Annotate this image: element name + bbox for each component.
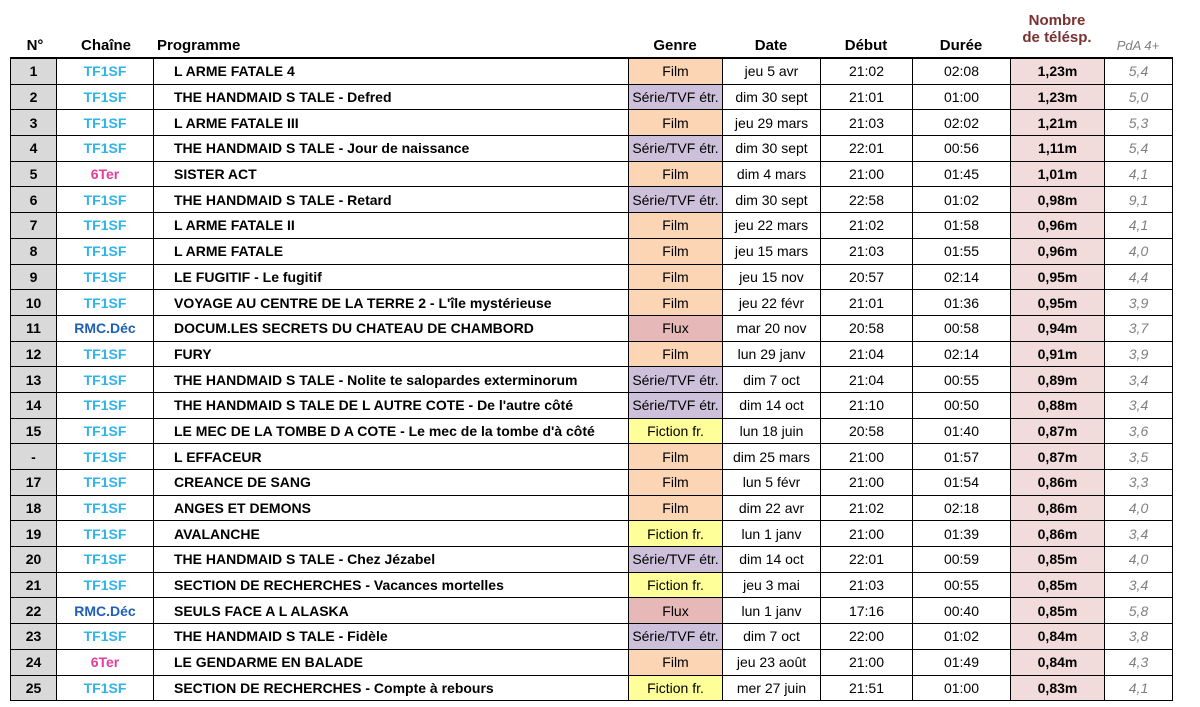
table-row	[11, 290, 1173, 316]
genre-cell: Série/TVF étr.	[629, 84, 723, 110]
header-date: Date	[754, 37, 788, 54]
viewers-cell: 0,86m	[1011, 495, 1105, 521]
share-cell: 3,8	[1105, 624, 1173, 650]
date-cell: lun 18 juin	[723, 418, 821, 444]
rank-cell: 7	[11, 213, 57, 239]
start-time-cell: 20:57	[821, 264, 913, 290]
duration-cell: 01:36	[913, 290, 1011, 316]
date-cell: jeu 22 mars	[723, 213, 821, 239]
viewers-cell: 0,89m	[1011, 367, 1105, 393]
spacer-cell	[616, 84, 629, 110]
viewers-cell: 0,94m	[1011, 315, 1105, 341]
start-time-cell: 21:01	[821, 290, 913, 316]
date-cell: jeu 15 mars	[723, 238, 821, 264]
genre-cell: Série/TVF étr.	[629, 392, 723, 418]
programme-cell: FURY	[154, 341, 616, 367]
programme-cell: LE FUGITIF - Le fugitif	[154, 264, 616, 290]
rank-cell: 10	[11, 290, 57, 316]
viewers-cell: 0,91m	[1011, 341, 1105, 367]
header-programme: Programme	[157, 37, 241, 54]
genre-cell: Film	[629, 264, 723, 290]
spacer-cell	[616, 315, 629, 341]
genre-cell: Flux	[629, 315, 723, 341]
programme-cell: LE MEC DE LA TOMBE D A COTE - Le mec de la tombe d'à côté	[154, 418, 616, 444]
rank-cell: 20	[11, 547, 57, 573]
viewers-cell: 1,23m	[1011, 84, 1105, 110]
header-genre: Genre	[653, 37, 697, 54]
programme-cell: L ARME FATALE III	[154, 110, 616, 136]
channel-cell: TF1SF	[57, 495, 154, 521]
viewers-cell: 0,83m	[1011, 675, 1105, 701]
spacer-cell	[616, 161, 629, 187]
spacer-cell	[616, 675, 629, 701]
duration-cell: 01:49	[913, 649, 1011, 675]
spacer-cell	[616, 418, 629, 444]
start-time-cell: 21:02	[821, 495, 913, 521]
genre-cell: Série/TVF étr.	[629, 136, 723, 162]
spacer-cell	[616, 444, 629, 470]
date-cell: jeu 22 févr	[723, 290, 821, 316]
viewers-cell: 1,11m	[1011, 136, 1105, 162]
genre-cell: Film	[629, 110, 723, 136]
viewers-cell: 0,85m	[1011, 547, 1105, 573]
table-row	[11, 649, 1173, 675]
share-cell: 3,4	[1105, 572, 1173, 598]
share-cell: 3,9	[1105, 290, 1173, 316]
table-row	[11, 341, 1173, 367]
viewers-cell: 0,85m	[1011, 572, 1105, 598]
header-num: N°	[26, 37, 44, 54]
share-cell: 4,1	[1105, 213, 1173, 239]
channel-cell: 6Ter	[57, 649, 154, 675]
programme-cell: L ARME FATALE II	[154, 213, 616, 239]
date-cell: jeu 23 août	[723, 649, 821, 675]
duration-cell: 00:55	[913, 572, 1011, 598]
channel-cell: TF1SF	[57, 110, 154, 136]
genre-cell: Film	[629, 161, 723, 187]
share-cell: 5,0	[1105, 84, 1173, 110]
share-cell: 4,3	[1105, 649, 1173, 675]
duration-cell: 02:14	[913, 264, 1011, 290]
table-row	[11, 84, 1173, 110]
start-time-cell: 21:00	[821, 444, 913, 470]
date-cell: dim 4 mars	[723, 161, 821, 187]
channel-cell: TF1SF	[57, 521, 154, 547]
share-cell: 4,1	[1105, 161, 1173, 187]
genre-cell: Série/TVF étr.	[629, 624, 723, 650]
table-row	[11, 675, 1173, 701]
programme-cell: L EFFACEUR	[154, 444, 616, 470]
header-nombre-line1: Nombre	[1028, 12, 1086, 29]
channel-cell: TF1SF	[57, 392, 154, 418]
channel-cell: TF1SF	[57, 187, 154, 213]
programme-cell: L ARME FATALE	[154, 238, 616, 264]
start-time-cell: 21:04	[821, 367, 913, 393]
duration-cell: 00:59	[913, 547, 1011, 573]
rank-cell: 23	[11, 624, 57, 650]
viewers-cell: 0,88m	[1011, 392, 1105, 418]
header-duree: Durée	[939, 37, 983, 54]
rank-cell: 18	[11, 495, 57, 521]
genre-cell: Film	[629, 495, 723, 521]
genre-cell: Film	[629, 213, 723, 239]
rank-cell: 6	[11, 187, 57, 213]
header-nombre	[1010, 12, 1104, 46]
table-row	[11, 624, 1173, 650]
programme-cell: SECTION DE RECHERCHES - Compte à rebours	[154, 675, 616, 701]
date-cell: lun 5 févr	[723, 470, 821, 496]
table-row	[11, 547, 1173, 573]
table-row	[11, 598, 1173, 624]
spacer-cell	[616, 495, 629, 521]
rank-cell: 11	[11, 315, 57, 341]
date-cell: dim 14 oct	[723, 547, 821, 573]
start-time-cell: 21:00	[821, 161, 913, 187]
table-row	[11, 136, 1173, 162]
spacer-cell	[616, 187, 629, 213]
share-cell: 5,4	[1105, 136, 1173, 162]
duration-cell: 01:02	[913, 187, 1011, 213]
share-cell: 3,3	[1105, 470, 1173, 496]
share-cell: 3,9	[1105, 341, 1173, 367]
programme-cell: L ARME FATALE 4	[154, 58, 616, 84]
spacer-cell	[616, 598, 629, 624]
channel-cell: TF1SF	[57, 444, 154, 470]
channel-cell: TF1SF	[57, 367, 154, 393]
table-row	[11, 572, 1173, 598]
duration-cell: 02:02	[913, 110, 1011, 136]
date-cell: mar 20 nov	[723, 315, 821, 341]
date-cell: jeu 15 nov	[723, 264, 821, 290]
programme-cell: VOYAGE AU CENTRE DE LA TERRE 2 - L'île mystérieuse	[154, 290, 616, 316]
date-cell: jeu 29 mars	[723, 110, 821, 136]
genre-cell: Flux	[629, 598, 723, 624]
channel-cell: 6Ter	[57, 161, 154, 187]
viewers-cell: 0,96m	[1011, 238, 1105, 264]
programme-cell: THE HANDMAID S TALE - Chez Jézabel	[154, 547, 616, 573]
channel-cell: TF1SF	[57, 547, 154, 573]
rank-cell: 25	[11, 675, 57, 701]
start-time-cell: 21:02	[821, 58, 913, 84]
viewers-cell: 1,21m	[1011, 110, 1105, 136]
audience-table	[10, 57, 1173, 701]
genre-cell: Film	[629, 238, 723, 264]
rank-cell: 21	[11, 572, 57, 598]
spacer-cell	[616, 58, 629, 84]
genre-cell: Fiction fr.	[629, 572, 723, 598]
viewers-cell: 0,98m	[1011, 187, 1105, 213]
share-cell: 4,4	[1105, 264, 1173, 290]
table-row	[11, 213, 1173, 239]
viewers-cell: 0,87m	[1011, 418, 1105, 444]
date-cell: lun 29 janv	[723, 341, 821, 367]
spacer-cell	[616, 136, 629, 162]
genre-cell: Film	[629, 290, 723, 316]
table-row	[11, 367, 1173, 393]
rank-cell: 17	[11, 470, 57, 496]
share-cell: 4,0	[1105, 495, 1173, 521]
header-pda: PdA 4+	[1116, 38, 1160, 53]
duration-cell: 02:18	[913, 495, 1011, 521]
genre-cell: Film	[629, 58, 723, 84]
header-debut: Début	[844, 37, 888, 54]
share-cell: 3,5	[1105, 444, 1173, 470]
start-time-cell: 21:03	[821, 238, 913, 264]
date-cell: mer 27 juin	[723, 675, 821, 701]
start-time-cell: 22:01	[821, 547, 913, 573]
spacer-cell	[616, 649, 629, 675]
viewers-cell: 1,01m	[1011, 161, 1105, 187]
share-cell: 4,1	[1105, 675, 1173, 701]
spacer-cell	[616, 341, 629, 367]
rank-cell: -	[11, 444, 57, 470]
duration-cell: 01:58	[913, 213, 1011, 239]
rank-cell: 5	[11, 161, 57, 187]
spacer-cell	[616, 290, 629, 316]
viewers-cell: 0,84m	[1011, 649, 1105, 675]
duration-cell: 01:00	[913, 675, 1011, 701]
channel-cell: TF1SF	[57, 58, 154, 84]
programme-cell: SISTER ACT	[154, 161, 616, 187]
duration-cell: 02:14	[913, 341, 1011, 367]
channel-cell: TF1SF	[57, 470, 154, 496]
spacer-cell	[616, 547, 629, 573]
share-cell: 4,0	[1105, 547, 1173, 573]
genre-cell: Film	[629, 341, 723, 367]
programme-cell: AVALANCHE	[154, 521, 616, 547]
channel-cell: TF1SF	[57, 341, 154, 367]
programme-cell: ANGES ET DEMONS	[154, 495, 616, 521]
channel-cell: TF1SF	[57, 290, 154, 316]
start-time-cell: 20:58	[821, 418, 913, 444]
rank-cell: 19	[11, 521, 57, 547]
duration-cell: 01:55	[913, 238, 1011, 264]
spacer-cell	[616, 470, 629, 496]
spacer-cell	[616, 264, 629, 290]
share-cell: 3,4	[1105, 521, 1173, 547]
rank-cell: 15	[11, 418, 57, 444]
start-time-cell: 21:51	[821, 675, 913, 701]
spacer-cell	[616, 367, 629, 393]
table-row	[11, 238, 1173, 264]
genre-cell: Fiction fr.	[629, 521, 723, 547]
duration-cell: 00:40	[913, 598, 1011, 624]
viewers-cell: 0,87m	[1011, 444, 1105, 470]
table-row	[11, 521, 1173, 547]
duration-cell: 01:02	[913, 624, 1011, 650]
rank-cell: 2	[11, 84, 57, 110]
start-time-cell: 22:01	[821, 136, 913, 162]
duration-cell: 00:56	[913, 136, 1011, 162]
date-cell: dim 22 avr	[723, 495, 821, 521]
date-cell: dim 30 sept	[723, 84, 821, 110]
channel-cell: TF1SF	[57, 418, 154, 444]
channel-cell: TF1SF	[57, 264, 154, 290]
start-time-cell: 21:03	[821, 110, 913, 136]
programme-cell: LE GENDARME EN BALADE	[154, 649, 616, 675]
spacer-cell	[616, 521, 629, 547]
viewers-cell: 0,95m	[1011, 264, 1105, 290]
channel-cell: RMC.Déc	[57, 315, 154, 341]
rank-cell: 1	[11, 58, 57, 84]
share-cell: 9,1	[1105, 187, 1173, 213]
date-cell: dim 7 oct	[723, 367, 821, 393]
channel-cell: RMC.Déc	[57, 598, 154, 624]
viewers-cell: 0,85m	[1011, 598, 1105, 624]
genre-cell: Série/TVF étr.	[629, 547, 723, 573]
date-cell: dim 7 oct	[723, 624, 821, 650]
table-row	[11, 315, 1173, 341]
channel-cell: TF1SF	[57, 213, 154, 239]
rank-cell: 24	[11, 649, 57, 675]
genre-cell: Série/TVF étr.	[629, 367, 723, 393]
start-time-cell: 21:00	[821, 470, 913, 496]
duration-cell: 01:39	[913, 521, 1011, 547]
genre-cell: Film	[629, 470, 723, 496]
date-cell: lun 1 janv	[723, 521, 821, 547]
date-cell: lun 1 janv	[723, 598, 821, 624]
programme-cell: CREANCE DE SANG	[154, 470, 616, 496]
programme-cell: THE HANDMAID S TALE - Fidèle	[154, 624, 616, 650]
duration-cell: 00:55	[913, 367, 1011, 393]
start-time-cell: 21:00	[821, 521, 913, 547]
start-time-cell: 21:03	[821, 572, 913, 598]
programme-cell: THE HANDMAID S TALE - Nolite te salopardes exterminorum	[154, 367, 616, 393]
rank-cell: 3	[11, 110, 57, 136]
spacer-cell	[616, 110, 629, 136]
spacer-cell	[616, 624, 629, 650]
start-time-cell: 21:00	[821, 649, 913, 675]
spacer-cell	[616, 572, 629, 598]
date-cell: dim 14 oct	[723, 392, 821, 418]
programme-cell: SECTION DE RECHERCHES - Vacances mortelles	[154, 572, 616, 598]
duration-cell: 01:57	[913, 444, 1011, 470]
spacer-cell	[616, 392, 629, 418]
start-time-cell: 17:16	[821, 598, 913, 624]
viewers-cell: 1,23m	[1011, 58, 1105, 84]
start-time-cell: 21:04	[821, 341, 913, 367]
table-row	[11, 495, 1173, 521]
viewers-cell: 0,86m	[1011, 521, 1105, 547]
rank-cell: 8	[11, 238, 57, 264]
date-cell: dim 30 sept	[723, 136, 821, 162]
programme-cell: THE HANDMAID S TALE - Defred	[154, 84, 616, 110]
channel-cell: TF1SF	[57, 624, 154, 650]
table-row	[11, 161, 1173, 187]
programme-cell: SEULS FACE A L ALASKA	[154, 598, 616, 624]
duration-cell: 00:58	[913, 315, 1011, 341]
programme-cell: DOCUM.LES SECRETS DU CHATEAU DE CHAMBORD	[154, 315, 616, 341]
viewers-cell: 0,84m	[1011, 624, 1105, 650]
viewers-cell: 0,96m	[1011, 213, 1105, 239]
start-time-cell: 21:02	[821, 213, 913, 239]
table-row	[11, 264, 1173, 290]
genre-cell: Film	[629, 649, 723, 675]
programme-cell: THE HANDMAID S TALE - Retard	[154, 187, 616, 213]
header-nombre-line2: de télésp.	[1022, 29, 1092, 46]
genre-cell: Film	[629, 444, 723, 470]
channel-cell: TF1SF	[57, 572, 154, 598]
table-header	[0, 0, 1200, 57]
date-cell: jeu 5 avr	[723, 58, 821, 84]
rank-cell: 22	[11, 598, 57, 624]
duration-cell: 00:50	[913, 392, 1011, 418]
programme-cell: THE HANDMAID S TALE DE L AUTRE COTE - De l'autre côté	[154, 392, 616, 418]
viewers-cell: 0,86m	[1011, 470, 1105, 496]
channel-cell: TF1SF	[57, 675, 154, 701]
duration-cell: 01:45	[913, 161, 1011, 187]
share-cell: 3,6	[1105, 418, 1173, 444]
table-row	[11, 444, 1173, 470]
duration-cell: 01:40	[913, 418, 1011, 444]
share-cell: 5,4	[1105, 58, 1173, 84]
table-row	[11, 110, 1173, 136]
table-row	[11, 470, 1173, 496]
rank-cell: 12	[11, 341, 57, 367]
rank-cell: 14	[11, 392, 57, 418]
spacer-cell	[616, 238, 629, 264]
share-cell: 5,8	[1105, 598, 1173, 624]
share-cell: 3,7	[1105, 315, 1173, 341]
duration-cell: 01:54	[913, 470, 1011, 496]
spacer-cell	[616, 213, 629, 239]
programme-cell: THE HANDMAID S TALE - Jour de naissance	[154, 136, 616, 162]
rank-cell: 9	[11, 264, 57, 290]
genre-cell: Fiction fr.	[629, 675, 723, 701]
start-time-cell: 21:01	[821, 84, 913, 110]
genre-cell: Fiction fr.	[629, 418, 723, 444]
table-row	[11, 418, 1173, 444]
share-cell: 3,4	[1105, 392, 1173, 418]
date-cell: dim 25 mars	[723, 444, 821, 470]
duration-cell: 01:00	[913, 84, 1011, 110]
start-time-cell: 22:58	[821, 187, 913, 213]
header-chaine: Chaîne	[80, 37, 131, 54]
genre-cell: Série/TVF étr.	[629, 187, 723, 213]
table-row	[11, 187, 1173, 213]
table-row	[11, 392, 1173, 418]
channel-cell: TF1SF	[57, 238, 154, 264]
start-time-cell: 20:58	[821, 315, 913, 341]
date-cell: jeu 3 mai	[723, 572, 821, 598]
rank-cell: 13	[11, 367, 57, 393]
start-time-cell: 21:10	[821, 392, 913, 418]
share-cell: 4,0	[1105, 238, 1173, 264]
date-cell: dim 30 sept	[723, 187, 821, 213]
table-row	[11, 58, 1173, 84]
start-time-cell: 22:00	[821, 624, 913, 650]
share-cell: 5,3	[1105, 110, 1173, 136]
channel-cell: TF1SF	[57, 84, 154, 110]
channel-cell: TF1SF	[57, 136, 154, 162]
viewers-cell: 0,95m	[1011, 290, 1105, 316]
rank-cell: 4	[11, 136, 57, 162]
share-cell: 3,4	[1105, 367, 1173, 393]
duration-cell: 02:08	[913, 58, 1011, 84]
